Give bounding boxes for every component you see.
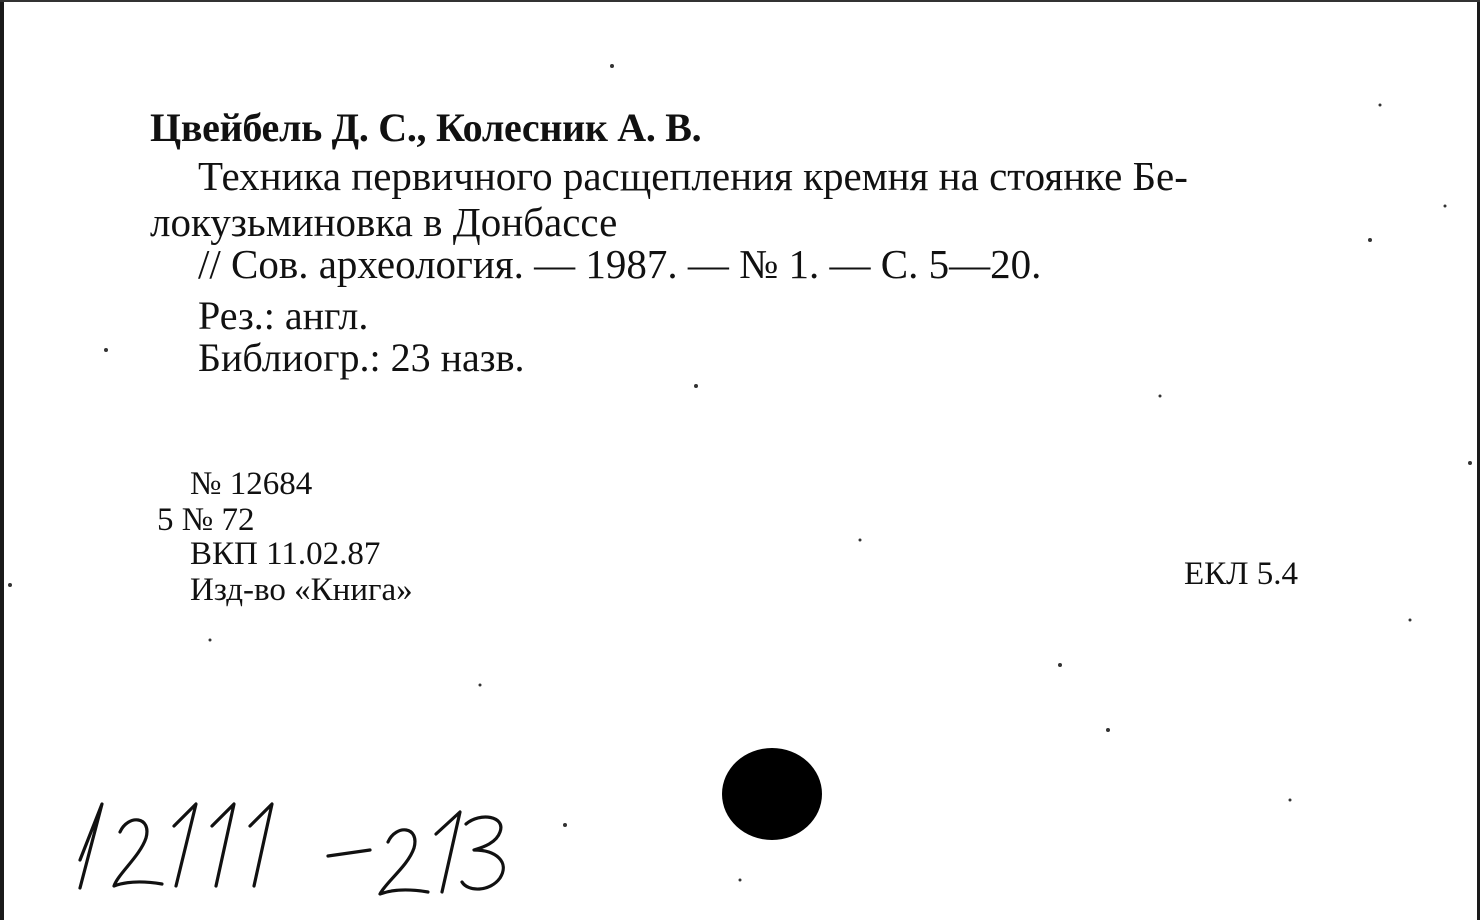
card-left-edge [0, 0, 4, 920]
card-top-edge [0, 0, 1480, 2]
registry-issue: 5 № 72 [157, 502, 255, 538]
punch-hole [722, 748, 822, 840]
ekl-code: ЕКЛ 5.4 [1184, 556, 1299, 592]
authors-heading: Цвейбель Д. С., Колесник А. В. [150, 105, 702, 150]
title-line-1: Техника первичного расщепления кремня на стоянке Бе- [198, 153, 1188, 199]
publisher: Изд-во «Книга» [190, 572, 413, 608]
title-line-2: локузьминовка в Донбассе [150, 199, 618, 245]
handwritten-shelfmark [70, 790, 520, 900]
bibliography-count: Библиогр.: 23 назв. [198, 335, 525, 380]
registry-number: № 12684 [190, 466, 313, 502]
vkp-date: ВКП 11.02.87 [190, 536, 381, 572]
source-reference: // Сов. археология. — 1987. — № 1. — С. 5—20. [198, 241, 1042, 287]
summary-language: Рез.: англ. [198, 293, 369, 338]
